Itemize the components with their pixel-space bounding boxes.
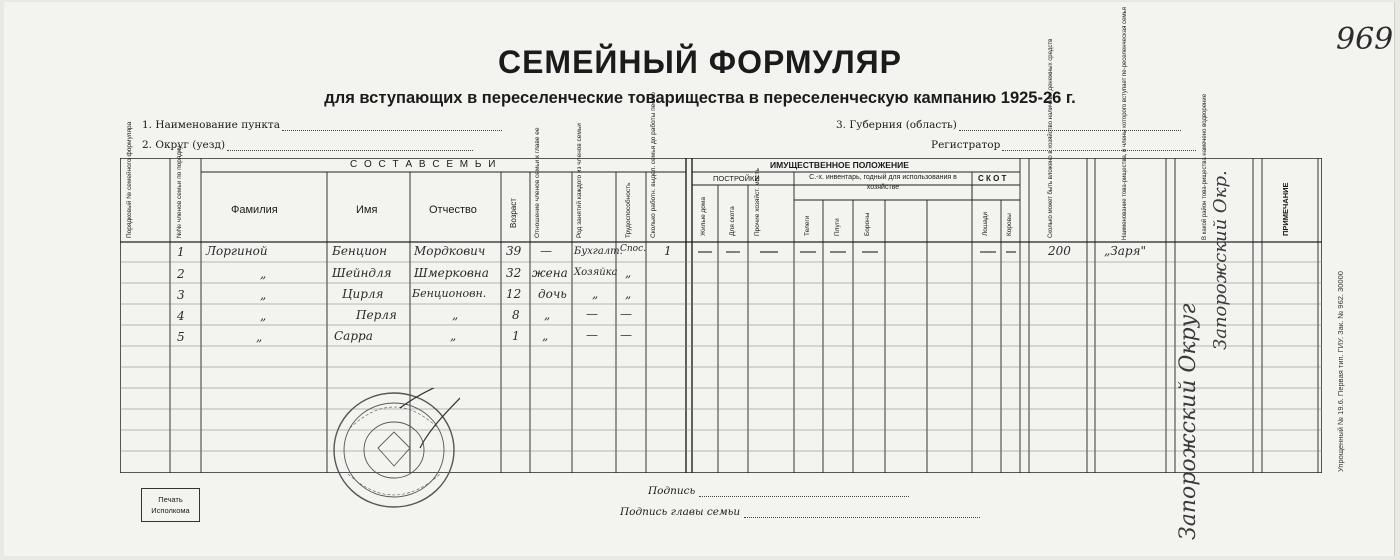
cell-patronymic: Бенционовн. xyxy=(412,287,487,300)
cell-surname: „ xyxy=(256,330,263,344)
cell-association: „Заря" xyxy=(1104,244,1146,258)
field-registrator-line[interactable] xyxy=(1002,141,1196,151)
stamp-label-2: Исполкома xyxy=(151,506,190,515)
head-signature-line[interactable] xyxy=(744,508,980,518)
cell-patronymic: „ xyxy=(452,308,459,322)
col-carts: Телеги xyxy=(804,215,811,236)
stamp-label-1: Печать xyxy=(158,495,183,504)
cell-patronymic: Мордкович xyxy=(414,244,486,258)
col-note: ПРИМЕЧАНИЕ xyxy=(1281,182,1290,236)
page-subtitle: для вступающих в переселенческие товарищества в переселенческую кампанию 1925-26 г. xyxy=(324,89,1076,107)
cell-member-no: 1 xyxy=(177,245,185,259)
field-guberniya-line[interactable] xyxy=(959,121,1181,131)
cell-name: Шейндля xyxy=(332,266,392,280)
col-other-buildings: Прочие хозяйст. мость xyxy=(754,168,761,236)
cell-ability: „ xyxy=(625,287,632,301)
official-seal xyxy=(330,388,460,512)
signature-line[interactable] xyxy=(699,487,909,497)
page-number: 969 xyxy=(1336,22,1394,57)
cell-ability: Спос. xyxy=(620,244,647,254)
cell-member-no: 5 xyxy=(177,330,185,344)
cell-member-no: 2 xyxy=(177,267,185,281)
cell-relation: жена xyxy=(532,266,568,280)
col-harrows: Бороны xyxy=(864,212,871,236)
col-ploughs: Плуги xyxy=(834,218,841,236)
field-guberniya-label: 3. Губерния (область) xyxy=(836,119,957,131)
table-grid xyxy=(120,158,1322,473)
cell-age: 39 xyxy=(506,244,522,258)
cell-ability: — xyxy=(620,328,632,342)
cell-occupation: Бухгалт. xyxy=(574,246,623,257)
col-workers: Сколько работн. выдел. семья до работы песню xyxy=(650,92,657,238)
col-horses: Лошади xyxy=(982,211,989,236)
cell-patronymic: „ xyxy=(450,329,457,343)
printer-note: Упрощенный № 19.6. Первая тип. ГИУ. Зак. № 962. 30000 xyxy=(1336,271,1345,472)
cell-occupation: — xyxy=(586,328,598,342)
field-punkt-label: 1. Наименование пункта xyxy=(142,119,280,131)
head-signature-field xyxy=(620,506,980,518)
region-handwriting: Запорожский Окр. xyxy=(1210,170,1231,350)
col-member-no: №№ членов семьи по порядку xyxy=(176,145,183,238)
cell-occupation: — xyxy=(586,307,598,321)
col-relation: Отношение членов семьи к главе ее xyxy=(534,127,541,238)
field-punkt xyxy=(142,119,502,131)
signature-field xyxy=(648,485,909,497)
cell-ability: — xyxy=(620,307,632,321)
field-punkt-line[interactable] xyxy=(282,121,502,131)
cell-age: 1 xyxy=(512,329,520,343)
signature-label: Подпись xyxy=(648,485,696,497)
field-registrator xyxy=(931,139,1196,151)
col-occupation: Род занятий каждого из членов семьи xyxy=(576,123,583,238)
cell-surname: „ xyxy=(260,267,267,281)
field-okrug-label: 2. Округ (уезд) xyxy=(142,139,226,151)
cell-surname: „ xyxy=(260,309,267,323)
col-livestock-buildings: Для скота xyxy=(729,206,736,236)
field-okrug-line[interactable] xyxy=(227,141,473,151)
cell-name: Цирля xyxy=(342,287,384,301)
cell-relation: дочь xyxy=(538,287,567,301)
col-houses: Жилые дома xyxy=(700,196,707,236)
head-signature-label: Подпись главы семьи xyxy=(620,506,741,518)
col-age: Возраст xyxy=(509,198,518,228)
col-region: В какой район това-рищества намечено водворение xyxy=(1202,93,1208,240)
cell-name: Перля xyxy=(356,308,397,322)
field-okrug xyxy=(142,139,473,151)
header-buildings: ПОСТРОЙКИ xyxy=(713,174,760,183)
col-ability: Трудоспособность xyxy=(625,182,632,238)
header-family-composition: С О С Т А В С Е М Ь И xyxy=(350,159,498,170)
cell-workers: 1 xyxy=(664,244,672,258)
header-property: ИМУЩЕСТВЕННОЕ ПОЛОЖЕНИЕ xyxy=(770,160,909,170)
cell-relation: „ xyxy=(544,308,551,322)
cell-money: 200 xyxy=(1048,244,1071,258)
col-name: Имя xyxy=(356,204,378,216)
header-inventory: С.-х. инвентарь, годный для использования в хозяйстве xyxy=(809,174,957,191)
cell-name: Бенцион xyxy=(332,244,388,258)
cell-name: Сарра xyxy=(334,329,373,343)
col-surname: Фамилия xyxy=(231,204,278,216)
col-cows: Коровы xyxy=(1006,213,1013,236)
cell-age: 8 xyxy=(512,308,520,322)
stamp-box xyxy=(141,488,200,522)
margin-handwriting: Запорожский Округ xyxy=(1176,303,1201,540)
cell-relation: — xyxy=(540,244,552,258)
field-registrator-label: Регистратор xyxy=(931,139,1001,151)
col-formular-no: Порядковый № семейного формуляра xyxy=(126,121,133,238)
cell-patronymic: Шмерковна xyxy=(414,266,489,280)
col-patronymic: Отчество xyxy=(429,204,477,216)
page-title: СЕМЕЙНЫЙ ФОРМУЛЯР xyxy=(497,44,903,80)
cell-age: 12 xyxy=(506,287,522,301)
col-money: Сколько может быть вложено в хозяйство наличных денежных средств xyxy=(1048,38,1054,238)
cell-age: 32 xyxy=(506,266,522,280)
cell-member-no: 3 xyxy=(177,288,185,302)
cell-occupation: Хозяйка xyxy=(574,267,618,278)
field-guberniya xyxy=(836,119,1181,131)
cell-surname: „ xyxy=(260,288,267,302)
cell-member-no: 4 xyxy=(177,309,185,323)
cell-ability: „ xyxy=(625,266,632,280)
col-association: Наименование това-рищества, в члены которого вступает пе-реселенческая семья xyxy=(1122,7,1128,240)
header-livestock: С К О Т xyxy=(978,174,1007,183)
cell-surname: Лоргиной xyxy=(206,244,268,258)
cell-relation: „ xyxy=(542,329,549,343)
cell-occupation: „ xyxy=(592,287,599,301)
